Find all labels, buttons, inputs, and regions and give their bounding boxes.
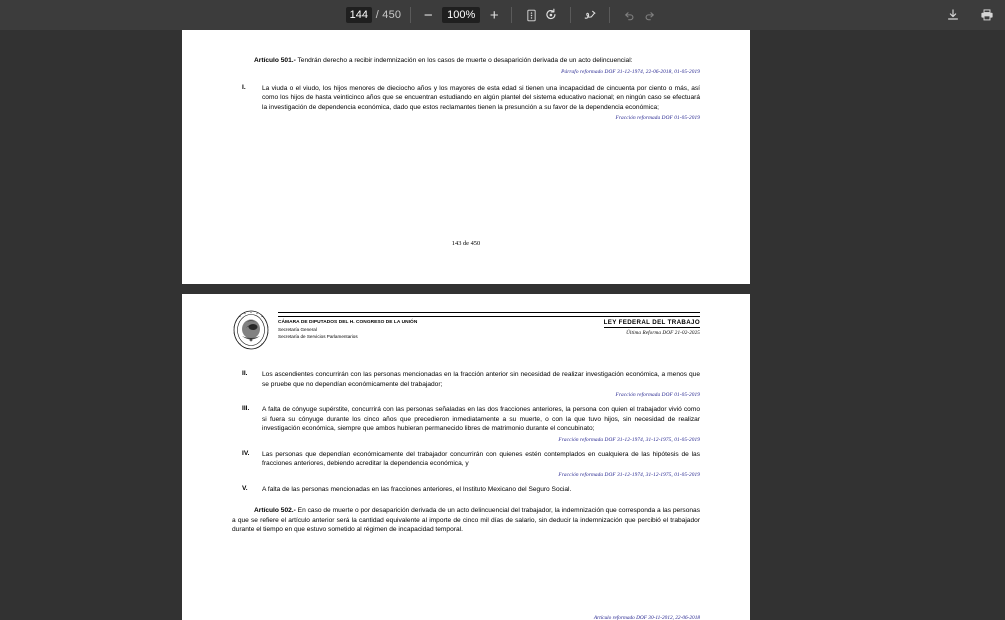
fraction-iii-body [262, 405, 700, 443]
rotate-icon[interactable] [541, 5, 561, 25]
chamber-line-1: CÁMARA DE DIPUTADOS DEL H. CONGRESO DE LA UNIÓN [278, 319, 418, 325]
fraction-iii-reference: Fracción reformada DOF 31-12-1974, 31-12-1975, 01-05-2019 [558, 436, 700, 443]
fraction-iv [232, 450, 700, 478]
undo-icon[interactable] [619, 5, 639, 25]
pdf-toolbar [0, 0, 1005, 30]
header-row [278, 319, 700, 341]
toolbar-divider-2 [511, 7, 512, 23]
document-header [232, 294, 700, 352]
pdf-page-144 [182, 294, 750, 620]
pdf-viewer-canvas[interactable] [0, 30, 1005, 620]
fraction-ii-text: Los ascendientes concurrirán con las personas mencionadas en la fracción anterior sin necesidad de realizar investigación económica, a menos que se pruebe que no dependían económicamente del trabajador; [262, 371, 700, 388]
fraction-iv-body [262, 450, 700, 478]
page-143-content [182, 30, 750, 284]
page-143-folio: 143 de 450 [451, 240, 481, 247]
annotate-pen-icon[interactable] [580, 5, 600, 25]
law-identity [604, 319, 700, 336]
fraction-iv-reference: Fracción reformada DOF 31-12-1974, 31-12-1975, 01-05-2019 [558, 471, 700, 478]
article-502-block [232, 506, 700, 535]
fraction-v-text: A falta de las personas mencionadas en las fracciones anteriores, el Instituto Mexicano del Seguro Social. [262, 485, 572, 493]
zoom-controls [420, 7, 502, 23]
law-title: LEY FEDERAL DEL TRABAJO [603, 318, 700, 326]
fraction-ii-body [262, 370, 700, 398]
article-502-reference: Artículo reformado DOF 30-11-2012, 22-06-2018 [593, 615, 700, 620]
fraction-i-text: La viuda o el viudo, los hijos menores de dieciocho años y los mayores de esta edad si tienen una incapacidad de cincuenta por ciento o más, así como los hijos de hasta veinticinco años que se encuentran estudiando en algún plantel del sistema educativo nacional; en ningún caso se efectuará la investigación de dependencia económica, dado que estos reclamantes tienen la presunción a su favor de la dependencia económica; [262, 84, 700, 111]
download-icon[interactable] [943, 5, 963, 25]
fraction-iv-text: Las personas que dependían económicamente del trabajador concurrirán con quienes estén contemplados en cualquiera de las hipótesis de las fracciones anteriores, debiendo acreditar la dependencia económica, y [262, 450, 700, 468]
fraction-iii-numeral: III. [242, 405, 250, 413]
pdf-page-143 [182, 30, 750, 284]
toolbar-divider-3 [570, 7, 571, 23]
zoom-level-input[interactable] [442, 7, 480, 23]
page-fit-icon[interactable] [521, 5, 541, 25]
fraction-iii [232, 405, 700, 443]
fraction-ii-numeral: II. [242, 370, 248, 377]
fraction-iii-text: A falta de cónyuge supérstite, concurrirá con las personas señaladas en las dos fracciones anteriores, la persona con quien el trabajador vivió como si fuera su cónyuge durante los cinco años que precedieron inmediatamente a su muerte, o con la que tuvo hijos, sin necesidad de realizar investigación económica, siempre que ambos hubieran permanecido libres de matrimonio durante el concubinato; [262, 406, 700, 433]
toolbar-right-group [943, 0, 997, 30]
toolbar-center-group [346, 5, 659, 25]
article-502-label: Artículo 502.- [254, 507, 296, 515]
header-rule [278, 312, 700, 317]
page-144-body [232, 370, 700, 535]
fraction-v-numeral: V. [242, 484, 248, 492]
fraction-i [232, 84, 700, 122]
fraction-v [232, 485, 700, 495]
law-title-rule [604, 327, 700, 328]
article-502-text: En caso de muerte o por desaparición derivada de un acto delincuencial del trabajador, la indemnización que corresponda a las personas a que se refiere el artículo anterior será la cantidad equivalente al importe de cinco mil días de salario, sin deducir la indemnización que percibió el trabajador durante el tiempo en que estuvo sometido al régimen de incapacidad temporal. [232, 507, 700, 534]
toolbar-divider-1 [410, 7, 411, 23]
law-last-reform: Última Reforma DOF 21-02-2025 [626, 329, 700, 336]
fraction-ii [232, 370, 700, 398]
page-total-label: / 450 [375, 9, 402, 21]
mexican-national-seal-icon [232, 310, 270, 352]
page-144-content [182, 294, 750, 620]
article-502-paragraph [232, 506, 700, 535]
fraction-v-body [262, 485, 700, 495]
article-501-text: Tendrán derecho a recibir indemnización en los casos de muerte o desaparición derivada de un acto delincuencial: [295, 57, 633, 64]
chamber-identity [278, 319, 417, 341]
article-501-block [232, 30, 700, 75]
fraction-ii-reference: Fracción reformada DOF 01-05-2019 [615, 392, 700, 399]
redo-icon[interactable] [639, 5, 659, 25]
fraction-i-body [262, 84, 700, 122]
toolbar-divider-4 [609, 7, 610, 23]
print-icon[interactable] [977, 5, 997, 25]
chamber-line-3: Secretaría de Servicios Parlamentarios [278, 334, 358, 340]
zoom-in-button[interactable]: + [489, 6, 499, 24]
chamber-line-2: Secretaría General [278, 326, 317, 332]
zoom-out-button[interactable]: − [423, 6, 433, 24]
fraction-i-numeral: I. [242, 83, 246, 91]
page-number-input[interactable] [346, 7, 372, 23]
fraction-i-reference: Fracción reformada DOF 01-05-2019 [615, 115, 700, 122]
article-501-label: Artículo 501.- [254, 57, 296, 64]
header-text-block [278, 310, 700, 340]
page-navigation [346, 7, 401, 23]
article-501-paragraph [232, 56, 700, 66]
fraction-iv-numeral: IV. [242, 449, 250, 457]
article-501-reference: Párrafo reformado DOF 31-12-1974, 22-06-2018, 01-05-2019 [561, 68, 700, 75]
